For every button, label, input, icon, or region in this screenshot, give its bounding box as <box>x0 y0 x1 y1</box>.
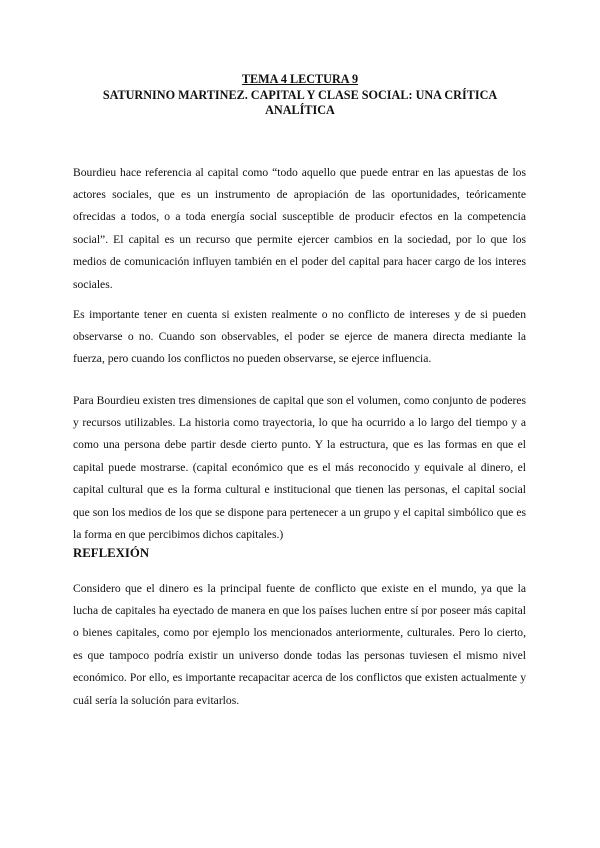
paragraph-capital-dimensions: Para Bourdieu existen tres dimensiones de capital que son el volumen, como conjunto de poderes y recursos utilizables. La historia como trayectoria, lo que ha ocurrido a lo largo del tiempo y a como una persona debe partir desde cierto punto. Y la estructura, que es las formas en que el capital puede mostrarse. (capital económico que es el más reconocido y equivale al dinero, el capital cultural que es la forma cultural e institucional que tienen las personas, el capital social que son los medios de los que se dispone para pertenecer a un grupo y el capital simbólico que es la forma en que percibimos dichos capitales.) <box>73 393 526 542</box>
reflection-heading: REFLEXIÓN <box>73 546 150 560</box>
paragraph-conflict-interests: Es importante tener en cuenta si existen realmente o no conflicto de intereses y de si pueden observarse o no. Cuando son observables, el poder se ejerce de manera directa mediante la fuerza, pero cuando los conflictos no pueden observarse, se ejerce influencia. <box>73 307 526 366</box>
paragraph-capital-definition: Bourdieu hace referencia al capital como “todo aquello que puede entrar en las apuestas de los actores sociales, que es un instrumento de apropiación de las oportunidades, teóricamente ofrecidas a todos, o a toda energía social susceptible de producir efectos en la competencia social”. El capital es un recurso que permite ejercer cambios en la sociedad, por lo que los medios de comunicación influyen también en el poder del capital para hacer cargo de los interes sociales. <box>73 165 526 291</box>
title-line-1: TEMA 4 LECTURA 9 <box>241 72 359 86</box>
paragraph-reflection: Considero que el dinero es la principal fuente de conflicto que existe en el mundo, ya que la lucha de capitales ha eyectado de manera en que los países luchen entre sí por poseer más capital o bienes capitales, como por ejemplo los mencionados anteriormente, culturales. Pero lo cierto, es que tampoco podría existir un universo donde todas las personas tuviesen el mismo nivel económico. Por ello, es importante recapacitar acerca de los conflictos que existen actualmente y cuál sería la solución para evitarlos. <box>73 581 526 707</box>
document-title <box>72 72 528 119</box>
title-line-3: ANALÍTICA <box>265 103 335 117</box>
title-line-2: SATURNINO MARTINEZ. CAPITAL Y CLASE SOCIAL: UNA CRÍTICA <box>102 87 498 102</box>
